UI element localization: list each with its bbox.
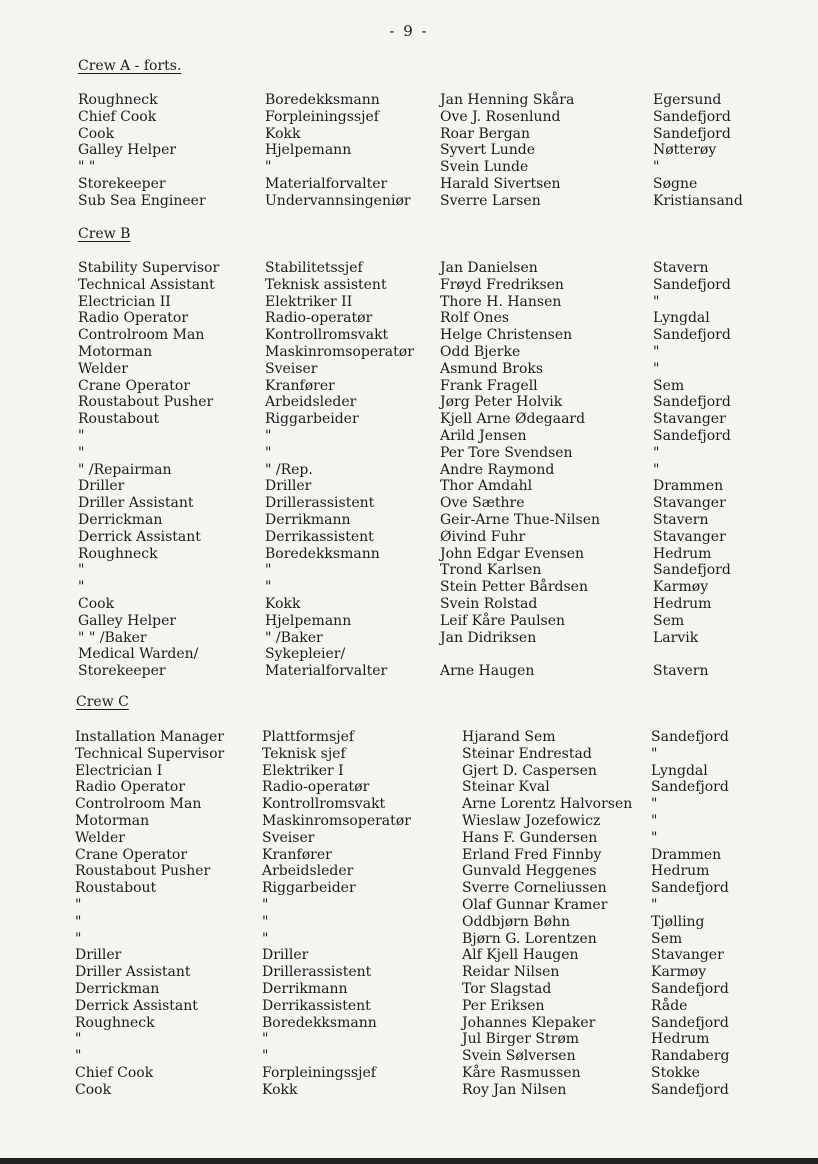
crew-name: Arne Haugen: [440, 663, 535, 680]
english-title: Roughneck: [75, 1014, 155, 1031]
crew-row: [0, 176, 818, 193]
english-title: Motorman: [75, 812, 150, 829]
hometown: ": [653, 343, 660, 360]
norwegian-title: ": [265, 579, 272, 596]
hometown: Sem: [653, 612, 685, 629]
crew-row: [0, 294, 818, 311]
crew-row: [0, 361, 818, 378]
norwegian-title: Derrikmann: [262, 980, 348, 997]
hometown: Sandefjord: [651, 1014, 729, 1031]
hometown: Larvik: [653, 629, 699, 646]
hometown: Sandefjord: [651, 779, 729, 796]
crew-name: Thore H. Hansen: [440, 293, 562, 310]
crew-name: Frøyd Fredriksen: [440, 276, 564, 293]
norwegian-title: ": [265, 562, 272, 579]
hometown: ": [651, 896, 658, 913]
crew-name: Odd Bjerke: [440, 343, 521, 360]
crew-row: [0, 546, 818, 563]
crew-row: [0, 596, 818, 613]
norwegian-title: Plattformsjef: [262, 729, 355, 745]
norwegian-title: Materialforvalter: [265, 663, 388, 680]
hometown: ": [653, 293, 660, 310]
crew-name: Rolf Ones: [440, 310, 510, 327]
crew-row: [0, 109, 818, 126]
norwegian-title: Derrikassistent: [262, 997, 371, 1014]
english-title: ": [75, 930, 82, 947]
english-title: ": [78, 562, 85, 579]
crew-row: [0, 1031, 818, 1048]
crew-name: Sverre Corneliussen: [462, 880, 607, 897]
english-title: Driller Assistant: [78, 495, 194, 512]
crew-name: Svein Lunde: [440, 159, 529, 176]
hometown: Kristiansand: [653, 192, 743, 209]
hometown: Hedrum: [651, 863, 710, 880]
norwegian-title: ": [262, 930, 269, 947]
english-title: Motorman: [78, 343, 153, 360]
crew-name: John Edgar Evensen: [440, 545, 585, 562]
crew-name: Jan Henning Skåra: [440, 92, 575, 108]
norwegian-title: Sveiser: [262, 829, 315, 846]
hometown: Stavern: [653, 511, 709, 528]
crew-row: [0, 947, 818, 964]
crew-name: Steinar Endrestad: [462, 745, 592, 762]
hometown: ": [653, 159, 660, 176]
norwegian-title: Sykepleier/: [265, 646, 346, 663]
crew-name: Hjarand Sem: [462, 729, 556, 745]
english-title: Galley Helper: [78, 612, 177, 629]
crew-name: Wieslaw Jozefowicz: [462, 812, 601, 829]
crew-c-table: [0, 729, 818, 1099]
page-number: - 9 -: [389, 22, 429, 40]
hometown: Hedrum: [653, 545, 712, 562]
crew-row: [0, 630, 818, 647]
english-title: Radio Operator: [75, 779, 186, 796]
hometown: Drammen: [653, 478, 724, 495]
norwegian-title: Kranfører: [262, 846, 332, 863]
hometown: Karmøy: [651, 964, 707, 981]
hometown: Sandefjord: [653, 327, 731, 344]
hometown: ": [651, 812, 658, 829]
english-title: Electrician II: [78, 293, 171, 310]
crew-name: Jan Didriksen: [440, 629, 537, 646]
crew-row: [0, 562, 818, 579]
crew-name: Harald Sivertsen: [440, 175, 561, 192]
norwegian-title: ": [265, 159, 272, 176]
hometown: Tjølling: [651, 913, 705, 930]
crew-row: [0, 847, 818, 864]
english-title: Roustabout: [78, 411, 160, 428]
norwegian-title: Arbeidsleder: [262, 863, 354, 880]
scan-bottom-edge: [0, 1158, 818, 1164]
crew-row: [0, 495, 818, 512]
norwegian-title: Drillerassistent: [265, 495, 375, 512]
crew-name: Svein Rolstad: [440, 595, 538, 612]
crew-name: Thor Amdahl: [440, 478, 533, 495]
english-title: Chief Cook: [75, 1064, 154, 1081]
english-title: Galley Helper: [78, 142, 177, 159]
hometown: Drammen: [651, 846, 722, 863]
english-title: Medical Warden/: [78, 646, 199, 663]
crew-row: [0, 746, 818, 763]
crew-row: [0, 142, 818, 159]
english-title: Radio Operator: [78, 310, 189, 327]
english-title: Installation Manager: [75, 729, 224, 745]
crew-name: Ove J. Rosenlund: [440, 108, 561, 125]
english-title: Driller: [75, 947, 122, 964]
hometown: ": [653, 461, 660, 478]
crew-row: [0, 1065, 818, 1082]
crew-row: [0, 931, 818, 948]
crew-row: [0, 880, 818, 897]
crew-row: [0, 411, 818, 428]
crew-name: Gunvald Heggenes: [462, 863, 597, 880]
hometown: Sandefjord: [653, 125, 731, 142]
english-title: Crane Operator: [75, 846, 188, 863]
crew-name: Gjert D. Caspersen: [462, 762, 597, 779]
english-title: Storekeeper: [78, 663, 166, 680]
crew-row: [0, 779, 818, 796]
crew-row: [0, 277, 818, 294]
crew-name: Ove Sæthre: [440, 495, 525, 512]
hometown: Sandefjord: [651, 880, 729, 897]
norwegian-title: Kontrollromsvakt: [265, 327, 389, 344]
crew-name: Arne Lorentz Halvorsen: [462, 796, 633, 813]
crew-row: [0, 763, 818, 780]
hometown: Lyngdal: [651, 762, 708, 779]
crew-row: [0, 512, 818, 529]
norwegian-title: Boredekksmann: [265, 92, 380, 108]
norwegian-title: Riggarbeider: [262, 880, 356, 897]
norwegian-title: Maskinromsoperatør: [262, 812, 411, 829]
english-title: " /Repairman: [78, 461, 172, 478]
hometown: Sandefjord: [653, 427, 731, 444]
crew-row: [0, 914, 818, 931]
crew-name: Hans F. Gundersen: [462, 829, 598, 846]
hometown: Stavanger: [653, 528, 726, 545]
norwegian-title: Materialforvalter: [265, 175, 388, 192]
hometown: Lyngdal: [653, 310, 710, 327]
crew-name: Johannes Klepaker: [462, 1014, 596, 1031]
hometown: Stavanger: [653, 411, 726, 428]
section-heading-crew-c: Crew C: [76, 694, 129, 710]
crew-name: Stein Petter Bårdsen: [440, 579, 588, 596]
norwegian-title: ": [262, 1031, 269, 1048]
hometown: Sandefjord: [651, 729, 729, 745]
crew-row: [0, 394, 818, 411]
hometown: Stokke: [651, 1064, 700, 1081]
norwegian-title: Kranfører: [265, 377, 335, 394]
norwegian-title: Kokk: [265, 595, 301, 612]
english-title: Roughneck: [78, 545, 158, 562]
norwegian-title: Drillerassistent: [262, 964, 372, 981]
crew-name: Oddbjørn Bøhn: [462, 913, 571, 930]
norwegian-title: ": [262, 913, 269, 930]
norwegian-title: Hjelpemann: [265, 612, 352, 629]
english-title: Controlroom Man: [78, 327, 205, 344]
hometown: Egersund: [653, 92, 722, 108]
crew-row: [0, 613, 818, 630]
crew-name: Bjørn G. Lorentzen: [462, 930, 597, 947]
crew-name: Svein Sølversen: [462, 1048, 576, 1065]
hometown: Nøtterøy: [653, 142, 717, 159]
norwegian-title: ": [262, 896, 269, 913]
crew-name: Per Tore Svendsen: [440, 444, 573, 461]
norwegian-title: Derrikassistent: [265, 528, 374, 545]
crew-row: [0, 529, 818, 546]
crew-name: Asmund Broks: [440, 360, 544, 377]
hometown: ": [653, 360, 660, 377]
norwegian-title: Elektriker I: [262, 762, 344, 779]
english-title: Controlroom Man: [75, 796, 202, 813]
crew-name: Geir-Arne Thue-Nilsen: [440, 511, 601, 528]
crew-name: Andre Raymond: [440, 461, 555, 478]
norwegian-title: Forpleiningssjef: [262, 1064, 376, 1081]
crew-name: Erland Fred Finnby: [462, 846, 602, 863]
hometown: Søgne: [653, 175, 698, 192]
norwegian-title: ": [265, 427, 272, 444]
norwegian-title: Boredekksmann: [265, 545, 380, 562]
hometown: Sandefjord: [653, 562, 731, 579]
english-title: ": [75, 896, 82, 913]
english-title: ": [75, 1048, 82, 1065]
crew-row: [0, 897, 818, 914]
crew-row: [0, 428, 818, 445]
norwegian-title: Sveiser: [265, 360, 318, 377]
section-heading-crew-b: Crew B: [78, 226, 131, 242]
crew-name: Øivind Fuhr: [440, 528, 526, 545]
norwegian-title: Kontrollromsvakt: [262, 796, 386, 813]
hometown: Stavanger: [651, 947, 724, 964]
norwegian-title: Undervannsingeniør: [265, 192, 411, 209]
hometown: Sem: [651, 930, 683, 947]
crew-row: [0, 964, 818, 981]
english-title: Roustabout: [75, 880, 157, 897]
crew-row: [0, 729, 818, 746]
english-title: ": [78, 427, 85, 444]
crew-name: Reidar Nilsen: [462, 964, 560, 981]
crew-row: [0, 663, 818, 680]
english-title: Derrickman: [75, 980, 160, 997]
crew-row: [0, 796, 818, 813]
norwegian-title: Arbeidsleder: [265, 394, 357, 411]
norwegian-title: Driller: [265, 478, 312, 495]
crew-name: Tor Slagstad: [462, 980, 552, 997]
norwegian-title: " /Rep.: [265, 461, 313, 478]
norwegian-title: Teknisk assistent: [265, 276, 387, 293]
english-title: Derrick Assistant: [78, 528, 201, 545]
norwegian-title: Hjelpemann: [265, 142, 352, 159]
english-title: Roughneck: [78, 92, 158, 108]
hometown: ": [651, 745, 658, 762]
hometown: Karmøy: [653, 579, 709, 596]
crew-name: Steinar Kval: [462, 779, 550, 796]
crew-row: [0, 646, 818, 663]
english-title: Cook: [75, 1081, 112, 1098]
english-title: ": [78, 579, 85, 596]
hometown: Sandefjord: [651, 1081, 729, 1098]
english-title: Storekeeper: [78, 175, 166, 192]
crew-row: [0, 378, 818, 395]
hometown: ": [651, 829, 658, 846]
english-title: Roustabout Pusher: [78, 394, 214, 411]
crew-name: Sverre Larsen: [440, 192, 541, 209]
english-title: Sub Sea Engineer: [78, 192, 206, 209]
crew-a-table: [0, 92, 818, 210]
hometown: Stavanger: [653, 495, 726, 512]
crew-row: [0, 981, 818, 998]
english-title: " " /Baker: [78, 629, 147, 646]
crew-name: Jul Birger Strøm: [462, 1031, 580, 1048]
english-title: Cook: [78, 595, 115, 612]
crew-row: [0, 159, 818, 176]
english-title: Roustabout Pusher: [75, 863, 211, 880]
english-title: Driller: [78, 478, 125, 495]
crew-row: [0, 830, 818, 847]
crew-row: [0, 462, 818, 479]
crew-row: [0, 478, 818, 495]
hometown: Hedrum: [653, 595, 712, 612]
crew-b-table: [0, 260, 818, 680]
crew-row: [0, 310, 818, 327]
norwegian-title: Stabilitetssjef: [265, 260, 363, 276]
norwegian-title: Driller: [262, 947, 309, 964]
english-title: Derrickman: [78, 511, 163, 528]
crew-name: Kjell Arne Ødegaard: [440, 411, 586, 428]
english-title: Chief Cook: [78, 108, 157, 125]
english-title: ": [78, 444, 85, 461]
crew-name: Helge Christensen: [440, 327, 573, 344]
english-title: Driller Assistant: [75, 964, 191, 981]
crew-row: [0, 445, 818, 462]
crew-row: [0, 1015, 818, 1032]
crew-row: [0, 260, 818, 277]
crew-name: Per Eriksen: [462, 997, 545, 1014]
crew-row: [0, 1048, 818, 1065]
norwegian-title: Teknisk sjef: [262, 745, 346, 762]
norwegian-title: Derrikmann: [265, 511, 351, 528]
norwegian-title: ": [265, 444, 272, 461]
crew-name: Leif Kåre Paulsen: [440, 612, 566, 629]
hometown: Hedrum: [651, 1031, 710, 1048]
norwegian-title: Riggarbeider: [265, 411, 359, 428]
crew-name: Trond Karlsen: [440, 562, 542, 579]
crew-name: Olaf Gunnar Kramer: [462, 896, 608, 913]
hometown: Sandefjord: [651, 980, 729, 997]
crew-row: [0, 998, 818, 1015]
hometown: Stavern: [653, 663, 709, 680]
crew-row: [0, 579, 818, 596]
english-title: Welder: [78, 360, 128, 377]
hometown: Råde: [651, 997, 688, 1014]
norwegian-title: Kokk: [265, 125, 301, 142]
crew-row: [0, 863, 818, 880]
hometown: Stavern: [653, 260, 709, 276]
norwegian-title: ": [262, 1048, 269, 1065]
english-title: Stability Supervisor: [78, 260, 220, 276]
hometown: ": [651, 796, 658, 813]
crew-row: [0, 344, 818, 361]
english-title: Technical Supervisor: [75, 745, 225, 762]
crew-row: [0, 92, 818, 109]
crew-name: Alf Kjell Haugen: [462, 947, 579, 964]
norwegian-title: Boredekksmann: [262, 1014, 377, 1031]
english-title: Welder: [75, 829, 125, 846]
hometown: ": [653, 444, 660, 461]
crew-row: [0, 1082, 818, 1099]
norwegian-title: Radio-operatør: [262, 779, 370, 796]
english-title: Crane Operator: [78, 377, 191, 394]
crew-row: [0, 193, 818, 210]
hometown: Randaberg: [651, 1048, 730, 1065]
crew-name: Jørg Peter Holvik: [440, 394, 563, 411]
crew-row: [0, 813, 818, 830]
section-heading-crew-a: Crew A - forts.: [78, 58, 182, 74]
english-title: ": [75, 1031, 82, 1048]
crew-row: [0, 126, 818, 143]
crew-name: Roy Jan Nilsen: [462, 1081, 567, 1098]
crew-name: Syvert Lunde: [440, 142, 536, 159]
english-title: Cook: [78, 125, 115, 142]
norwegian-title: Kokk: [262, 1081, 298, 1098]
english-title: ": [75, 913, 82, 930]
norwegian-title: Elektriker II: [265, 293, 353, 310]
crew-name: Frank Fragell: [440, 377, 538, 394]
norwegian-title: Forpleiningssjef: [265, 108, 379, 125]
english-title: " ": [78, 159, 96, 176]
crew-name: Arild Jensen: [440, 427, 527, 444]
hometown: Sandefjord: [653, 394, 731, 411]
norwegian-title: " /Baker: [265, 629, 323, 646]
hometown: Sem: [653, 377, 685, 394]
english-title: Derrick Assistant: [75, 997, 198, 1014]
hometown: Sandefjord: [653, 276, 731, 293]
crew-row: [0, 327, 818, 344]
english-title: Technical Assistant: [78, 276, 215, 293]
norwegian-title: Maskinromsoperatør: [265, 343, 414, 360]
hometown: Sandefjord: [653, 108, 731, 125]
norwegian-title: Radio-operatør: [265, 310, 373, 327]
crew-name: Roar Bergan: [440, 125, 531, 142]
english-title: Electrician I: [75, 762, 163, 779]
crew-name: Kåre Rasmussen: [462, 1064, 581, 1081]
crew-name: Jan Danielsen: [440, 260, 538, 276]
